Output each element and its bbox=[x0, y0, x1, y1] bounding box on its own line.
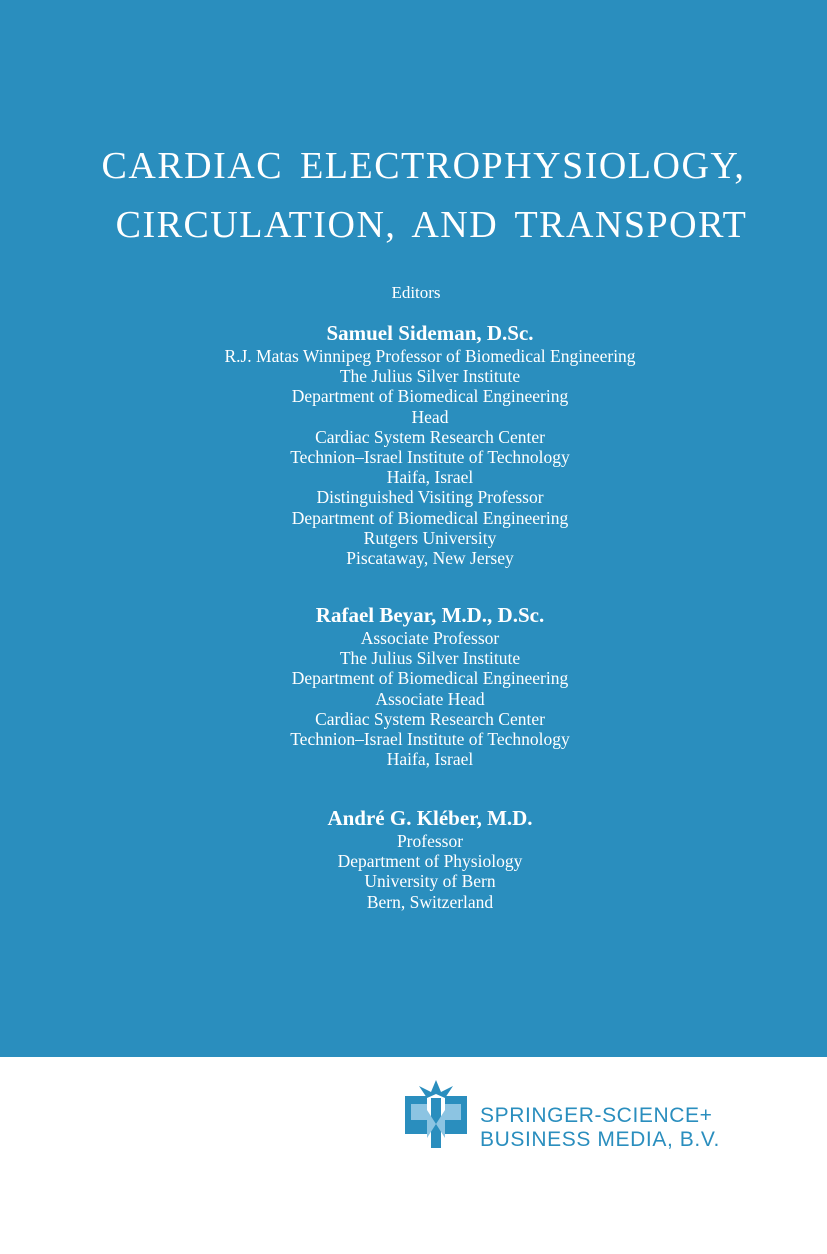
publisher-name bbox=[480, 1104, 720, 1152]
editor-name: Samuel Sideman, D.Sc. bbox=[326, 321, 534, 345]
publisher-name-line-2: BUSINESS MEDIA, B.V. bbox=[480, 1128, 720, 1151]
editor-affiliation-line: The Julius Silver Institute bbox=[339, 366, 521, 387]
editor-affiliation-line: Professor bbox=[396, 831, 464, 851]
editor-affiliation-line: The Julius Silver Institute bbox=[339, 648, 521, 669]
editor-affiliation-line: Technion–Israel Institute of Technology bbox=[290, 447, 570, 468]
editor-affiliation-line: Associate Head bbox=[375, 688, 485, 709]
editor-affiliation-line: Cardiac System Research Center bbox=[315, 426, 545, 447]
editor-affiliation-line: Bern, Switzerland bbox=[366, 891, 494, 912]
editor-affiliation-line: Cardiac System Research Center bbox=[315, 708, 545, 729]
editor-affiliation-line: Technion–Israel Institute of Technology bbox=[290, 729, 570, 750]
editor-affiliation-line: R.J. Matas Winnipeg Professor of Biomedical Engineering bbox=[224, 346, 636, 366]
editor-affiliation-line: Associate Professor bbox=[360, 628, 500, 648]
editor-affiliation-line: Department of Biomedical Engineering bbox=[291, 386, 569, 407]
editor-affiliation-line: University of Bern bbox=[364, 871, 496, 892]
editor-affiliation-line: Haifa, Israel bbox=[386, 467, 474, 488]
book-title-line-1: CARDIAC ELECTROPHYSIOLOGY, bbox=[101, 145, 746, 187]
editor-affiliation-line: Piscataway, New Jersey bbox=[346, 548, 514, 569]
editors-label: Editors bbox=[391, 283, 441, 302]
book-title-line-2: CIRCULATION, AND TRANSPORT bbox=[115, 204, 748, 246]
editor-name: Rafael Beyar, M.D., D.Sc. bbox=[315, 603, 545, 627]
editor-affiliation-line: Rutgers University bbox=[363, 527, 497, 548]
editor-affiliation-line: Department of Biomedical Engineering bbox=[291, 507, 569, 528]
editor-affiliation-line: Distinguished Visiting Professor bbox=[316, 487, 544, 508]
springer-tree-logo-icon bbox=[405, 1080, 467, 1148]
editor-block-beyar bbox=[0, 602, 827, 769]
editor-affiliation-line: Department of Biomedical Engineering bbox=[291, 668, 569, 689]
publisher-imprint bbox=[405, 1080, 805, 1160]
editor-block-sideman bbox=[0, 320, 827, 568]
editor-block-kleber bbox=[0, 805, 827, 912]
editor-name: André G. Kléber, M.D. bbox=[327, 806, 533, 830]
editor-affiliation-line: Department of Physiology bbox=[337, 851, 523, 872]
publisher-name-line-1: SPRINGER-SCIENCE+ bbox=[480, 1104, 713, 1127]
editor-affiliation-line: Haifa, Israel bbox=[386, 749, 474, 770]
editor-affiliation-line: Head bbox=[411, 406, 449, 427]
